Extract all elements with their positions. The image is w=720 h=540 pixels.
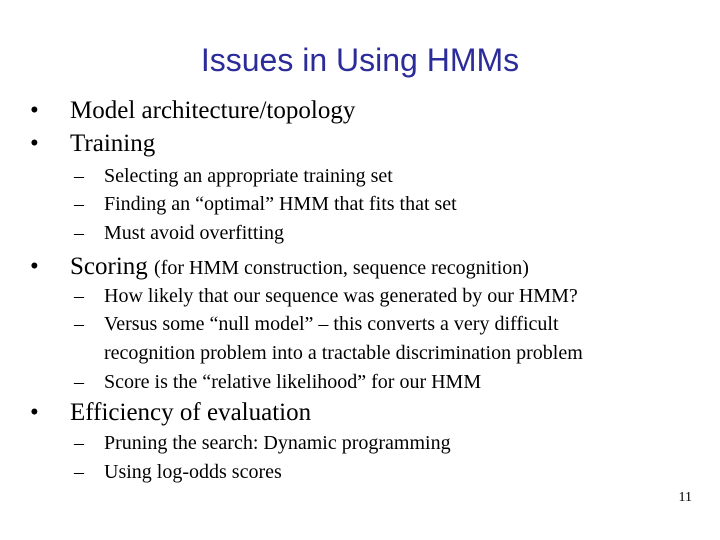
sub-bullet-text: Finding an “optimal” HMM that fits that set — [104, 193, 457, 215]
sub-bullet-text: Using log-odds scores — [104, 461, 282, 483]
bullet-icon: • — [30, 399, 39, 426]
bullet-text: Training — [70, 130, 156, 157]
sub-bullet-text: Pruning the search: Dynamic programming — [104, 432, 451, 454]
dash-icon: – — [74, 165, 84, 187]
dash-icon: – — [74, 222, 84, 244]
dash-icon: – — [74, 193, 84, 215]
sub-bullet-text: How likely that our sequence was generated by our HMM? — [104, 285, 578, 307]
sub-bullet-text: Selecting an appropriate training set — [104, 165, 393, 187]
bullet-text: Efficiency of evaluation — [70, 399, 312, 426]
bullet-icon: • — [30, 130, 39, 157]
bullet-icon: • — [30, 97, 39, 124]
sub-bullet-text: Versus some “null model” – this converts a very difficult — [104, 313, 559, 335]
sub-bullet-text: Score is the “relative likelihood” for our HMM — [104, 371, 482, 393]
bullet-text: Scoring — [70, 253, 148, 280]
sub-bullet-text: Must avoid overfitting — [104, 222, 284, 244]
dash-icon: – — [74, 313, 84, 335]
dash-icon: – — [74, 461, 84, 483]
dash-icon: – — [74, 285, 84, 307]
bullet-icon: • — [30, 253, 39, 280]
slide-title: Issues in Using HMMs — [200, 42, 520, 78]
bullet-text: Model architecture/topology — [70, 97, 356, 124]
dash-icon: – — [74, 371, 84, 393]
sub-bullet-text: recognition problem into a tractable discrimination problem — [104, 342, 583, 364]
page-number: 11 — [678, 490, 692, 505]
dash-icon: – — [74, 432, 84, 454]
bullet-text-aside: (for HMM construction, sequence recognition) — [154, 257, 529, 279]
